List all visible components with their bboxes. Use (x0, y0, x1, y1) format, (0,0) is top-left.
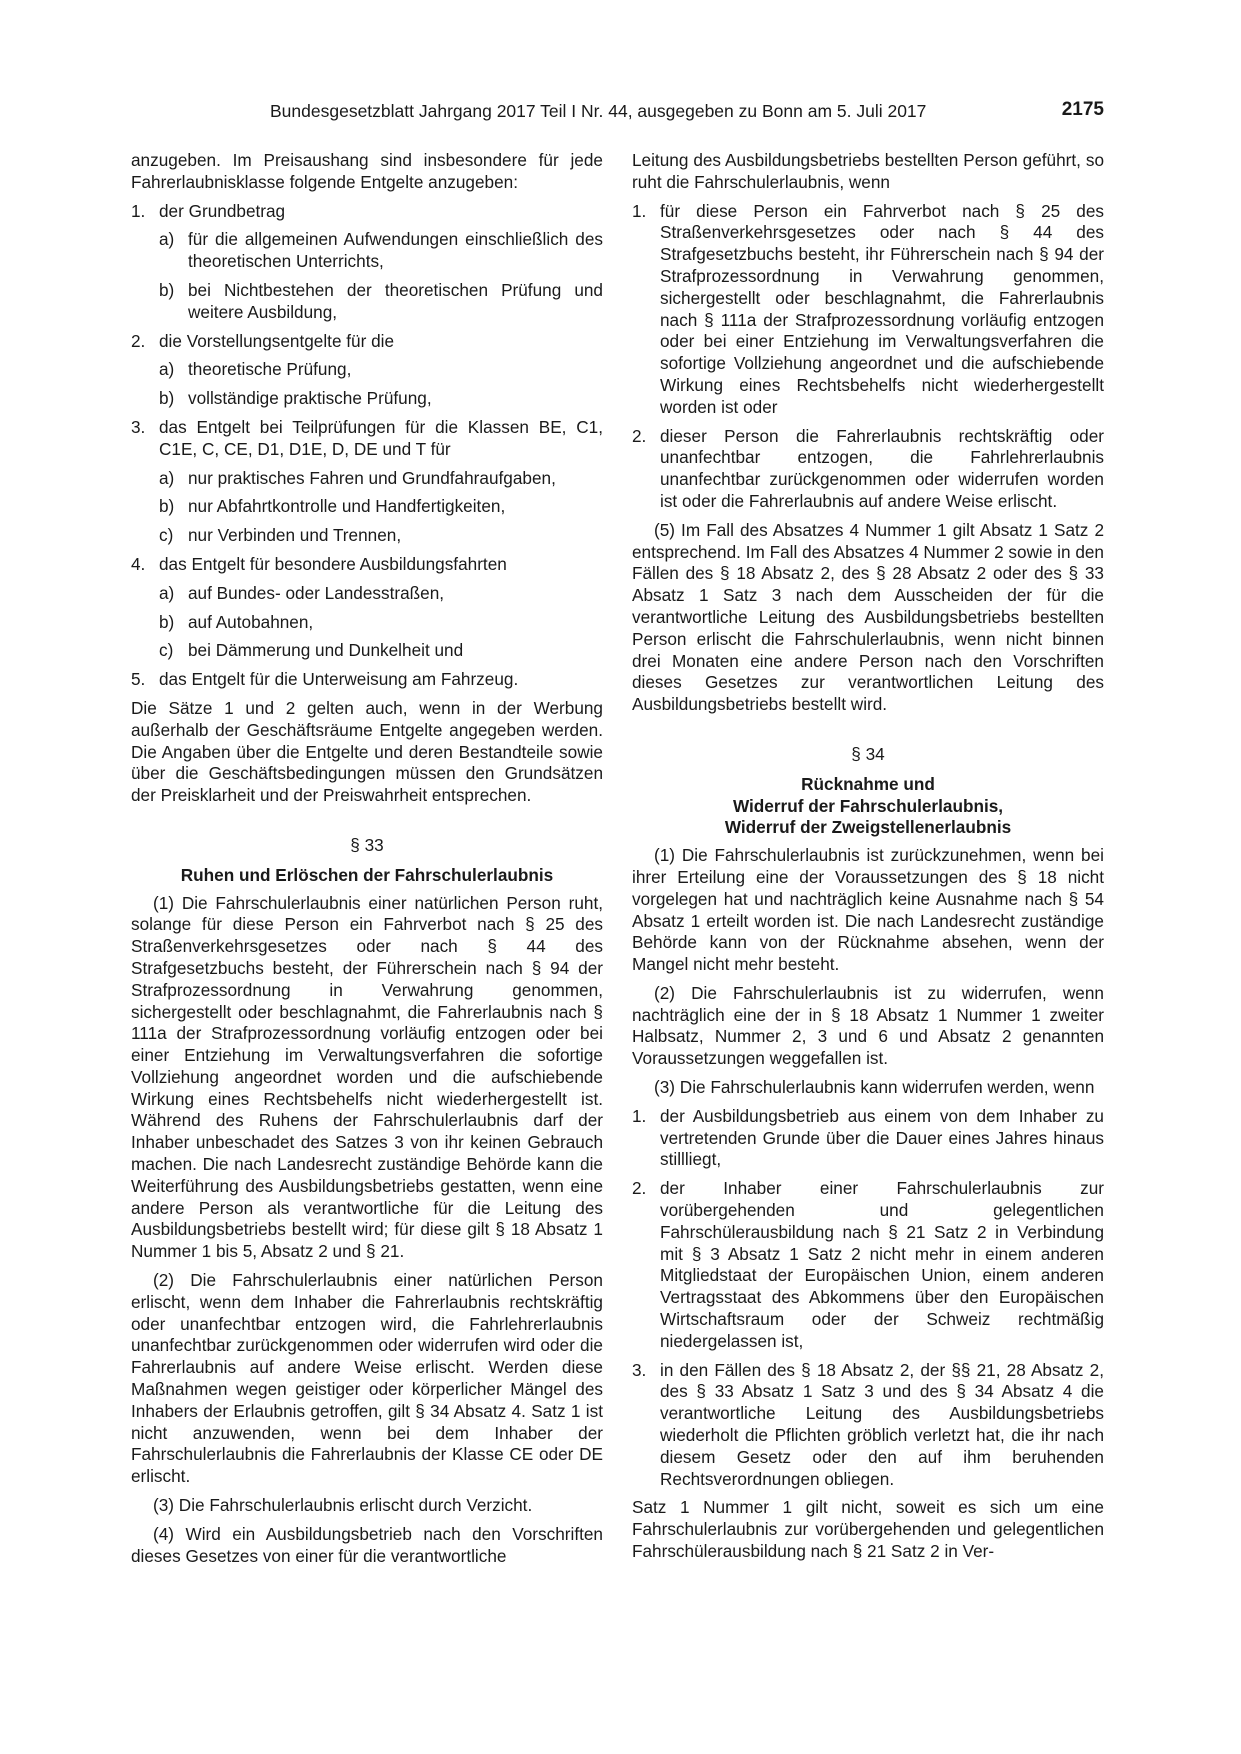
paragraph-4: (4) Wird ein Ausbildungsbetrieb nach den Vorschriften dieses Gesetzes von einer für die verantwortliche (131, 1523, 603, 1566)
sub-item-letter: a) (159, 229, 175, 250)
sub-item-text: für die allgemeinen Aufwendungen einschließlich des theoretischen Unterrichts, (188, 229, 603, 272)
item-number: 1. (131, 200, 146, 221)
item-text: dieser Person die Fahrerlaubnis rechtskräftig oder unanfechtbar entzogen, die Fahrlehrerlaubnis unanfechtbar zurückgenommen oder widerrufen worden ist oder die Fahrerlaubnis auf andere Weise erlischt. (660, 425, 1104, 511)
sub-list-item (131, 612, 603, 634)
item-text: der Inhaber einer Fahrschulerlaubnis zur vorübergehenden und gelegentlichen Fahrschülerausbildung nach § 21 Satz 2 in Verbindung mit § 3 Absatz 1 Satz 2 nicht mehr in einem anderen Mitgliedstaat der Europäischen Union, einem anderen Vertragsstaat des Abkommens über den Europäischen Wirtschaftsraum oder der Schweiz rechtmäßig niedergelassen ist, (660, 1178, 1104, 1351)
item-text: in den Fällen des § 18 Absatz 2, der §§ 21, 28 Absatz 2, des § 33 Absatz 1 Satz 3 und des § 34 Absatz 4 die verantwortliche Leitung des Ausbildungsbetriebs wiederholt die Pflichten gröblich verletzt hat, die ihr nach diesem Gesetz oder den auf ihm beruhenden Rechtsverordnungen obliegen. (660, 1359, 1104, 1489)
right-column (632, 150, 1104, 1570)
sub-item-letter: c) (159, 640, 174, 661)
sub-list-item (131, 388, 603, 410)
list-item (131, 417, 603, 461)
paragraph-5: (5) Im Fall des Absatzes 4 Nummer 1 gilt Absatz 1 Satz 2 entsprechend. Im Fall des Absatzes 4 Nummer 2 sowie in den Fällen des § 18 Absatz 2, des § 28 Absatz 2 oder des § 33 Absatz 1 Satz 3 nach dem Ausscheiden der für die verantwortliche Leitung des Ausbildungsbetriebs bestellten Person erlischt die Fahrschulerlaubnis, wenn nicht binnen drei Monaten eine andere Person nach den Vorschriften dieses Gesetzes zur verantwortlichen Leitung des Ausbildungsbetriebs bestellt wird. (632, 519, 1104, 715)
item-number: 4. (131, 553, 146, 574)
gazette-title: Bundesgesetzblatt Jahrgang 2017 Teil I Nr. 44, ausgegeben zu Bonn am 5. Juli 2017 (270, 101, 927, 121)
sub-item-text: nur Verbinden und Trennen, (188, 525, 402, 546)
paragraph-3: (3) Die Fahrschulerlaubnis kann widerrufen werden, wenn (654, 1077, 1095, 1098)
sub-item-text: theoretische Prüfung, (188, 359, 352, 380)
sub-item-letter: b) (159, 279, 175, 300)
sub-item-letter: a) (159, 467, 175, 488)
section-heading: Ruhen und Erlöschen der Fahrschulerlaubnis (180, 864, 554, 885)
list-item (632, 1178, 1104, 1352)
paragraph-3: (3) Die Fahrschulerlaubnis erlischt durch Verzicht. (153, 1495, 533, 1516)
sub-list-item (131, 583, 603, 605)
list-item (632, 1106, 1104, 1171)
item-text: das Entgelt für die Unterweisung am Fahrzeug. (159, 669, 519, 690)
page-number: 2175 (1061, 99, 1104, 120)
list-item (131, 201, 603, 223)
sub-item-letter: a) (159, 359, 175, 380)
section-heading-line-3: Widerruf der Zweigstellenerlaubnis (724, 817, 1012, 838)
item-text: das Entgelt für besondere Ausbildungsfahrten (159, 553, 507, 574)
sub-list-item (131, 640, 603, 662)
item-number: 1. (632, 200, 647, 221)
item-text: die Vorstellungsentgelte für die (159, 330, 395, 351)
item-number: 2. (632, 1178, 647, 1199)
section-heading-line-1: Rücknahme und (801, 773, 935, 794)
list-item (632, 201, 1104, 419)
item-number: 2. (632, 425, 647, 446)
paragraph-1: (1) Die Fahrschulerlaubnis einer natürlichen Person ruht, solange für diese Person ein Fahrverbot nach § 25 des Straßenverkehrsgesetzes oder nach § 44 des Strafgesetzbuchs besteht, der Führerschein nach § 94 der Strafprozessordnung in Verwahrung genommen, sichergestellt oder beschlagnahmt, die Fahrerlaubnis nach § 111a der Strafprozessordnung vorläufig entzogen oder bei einer Entziehung im Verwaltungsverfahren die sofortige Vollziehung angeordnet worden und die aufschiebende Wirkung eines Rechtsbehelfs nicht wiederhergestellt ist. Während des Ruhens der Fahrschulerlaubnis darf der Inhaber unbeschadet des Satzes 3 von ihr keinen Gebrauch machen. Die nach Landesrecht zuständige Behörde kann die Weiterführung des Ausbildungsbetriebs gestatten, wenn eine andere Person als verantwortliche für die Leitung des Ausbildungsbetriebs bestellt wird; für diese gilt § 18 Absatz 1 Nummer 1 bis 5, Absatz 2 und § 21. (131, 892, 603, 1262)
sub-item-text: bei Dämmerung und Dunkelheit und (188, 640, 464, 661)
sub-item-text: vollständige praktische Prüfung, (188, 388, 432, 409)
list-item (131, 669, 603, 691)
paragraph-2: (2) Die Fahrschulerlaubnis einer natürlichen Person erlischt, wenn dem Inhaber die Fahrerlaubnis rechtskräftig oder unanfechtbar entzogen wird, die Fahrlehrerlaubnis unanfechtbar zurückgenommen oder widerrufen wird oder die Fahrerlaubnis auf andere Weise erlischt. Werden diese Maßnahmen wegen geistiger oder körperlicher Mängel des Inhabers der Erlaubnis getroffen, gilt § 34 Absatz 4. Satz 1 ist nicht anzuwenden, wenn bei dem Inhaber der Fahrschulerlaubnis die Fahrerlaubnis der Klasse CE oder DE erlischt. (131, 1270, 603, 1487)
sub-item-text: nur praktisches Fahren und Grundfahraufgaben, (188, 467, 556, 488)
sub-list-item (131, 468, 603, 490)
fee-list (131, 201, 603, 691)
continuation-paragraph: Leitung des Ausbildungsbetriebs bestellten Person geführt, so ruht die Fahrschulerlaubnis, wenn (632, 150, 1104, 192)
closing-paragraph: Satz 1 Nummer 1 gilt nicht, soweit es sich um eine Fahrschulerlaubnis zur vorübergehenden und gelegentlichen Fahrschülerausbildung nach § 21 Satz 2 in Ver- (632, 1497, 1104, 1562)
item-number: 3. (131, 416, 146, 437)
sub-item-text: auf Bundes- oder Landesstraßen, (188, 582, 445, 603)
list-item (131, 554, 603, 576)
sub-item-letter: a) (159, 582, 175, 603)
sub-list-item (131, 525, 603, 547)
closing-paragraph: Die Sätze 1 und 2 gelten auch, wenn in der Werbung außerhalb der Geschäftsräume Entgelte angegeben werden. Die Angaben über die Entgelte und deren Bestandteile sowie über die Geschäftsbedingungen müssen den Grundsätzen der Preisklarheit und der Preiswahrheit entsprechen. (131, 697, 603, 806)
item-text: der Ausbildungsbetrieb aus einem von dem Inhaber zu vertretenden Grunde über die Dauer eines Jahres hinaus stillliegt, (660, 1105, 1104, 1170)
section-heading-line-2: Widerruf der Fahrschulerlaubnis, (732, 795, 1004, 816)
item-number: 2. (131, 330, 146, 351)
page-header (270, 101, 1104, 125)
sub-list-item (131, 280, 603, 324)
sub-item-letter: b) (159, 496, 175, 517)
section-number: § 34 (851, 743, 885, 764)
sub-list-item (131, 496, 603, 518)
item-text: der Grundbetrag (159, 200, 286, 221)
sub-item-letter: b) (159, 388, 175, 409)
item-number: 1. (632, 1105, 647, 1126)
item-number: 3. (632, 1359, 647, 1380)
intro-paragraph: anzugeben. Im Preisaushang sind insbesondere für jede Fahrerlaubnisklasse folgende Entgelte anzugeben: (131, 150, 603, 192)
sub-item-letter: b) (159, 611, 175, 632)
section-number: § 33 (350, 834, 384, 855)
sub-list-item (131, 359, 603, 381)
paragraph-1: (1) Die Fahrschulerlaubnis ist zurückzunehmen, wenn bei ihrer Erteilung eine der Voraussetzungen des § 18 nicht vorgelegen hat und nachträglich keine Ausnahme nach § 54 Absatz 1 erteilt worden ist. Die nach Landesrecht zuständige Behörde kann von der Rücknahme absehen, wenn der Mangel nicht mehr besteht. (632, 845, 1104, 975)
sub-list-item (131, 229, 603, 273)
sub-item-letter: c) (159, 525, 174, 546)
list-item (632, 1360, 1104, 1491)
list-item (632, 426, 1104, 513)
item-text: für diese Person ein Fahrverbot nach § 25 des Straßenverkehrsgesetzes oder nach § 44 des Strafgesetzbuchs besteht, ihr Führerschein nach § 94 der Strafprozessordnung in Verwahrung genommen, sichergestellt oder beschlagnahmt, die Fahrerlaubnis nach § 111a der Strafprozessordnung vorläufig entzogen oder bei einer Entziehung im Verwaltungsverfahren die sofortige Vollziehung angeordnet und die aufschiebende Wirkung eines Rechtsbehelfs nicht wiederhergestellt worden ist oder (660, 200, 1104, 417)
item-text: das Entgelt bei Teilprüfungen für die Klassen BE, C1, C1E, C, CE, D1, D1E, D, DE und T für (159, 416, 603, 459)
item-number: 5. (131, 669, 146, 690)
sub-item-text: auf Autobahnen, (188, 611, 314, 632)
left-column (131, 150, 603, 1574)
paragraph-2: (2) Die Fahrschulerlaubnis ist zu widerrufen, wenn nachträglich eine der in § 18 Absatz 1 Nummer 1 zweiter Halbsatz, Nummer 2, 3 und 6 und Absatz 2 genannten Voraussetzungen weggefallen ist. (632, 982, 1104, 1069)
sub-item-text: nur Abfahrtkontrolle und Handfertigkeiten, (188, 496, 506, 517)
list-item (131, 331, 603, 353)
sub-item-text: bei Nichtbestehen der theoretischen Prüfung und weitere Ausbildung, (188, 279, 603, 322)
